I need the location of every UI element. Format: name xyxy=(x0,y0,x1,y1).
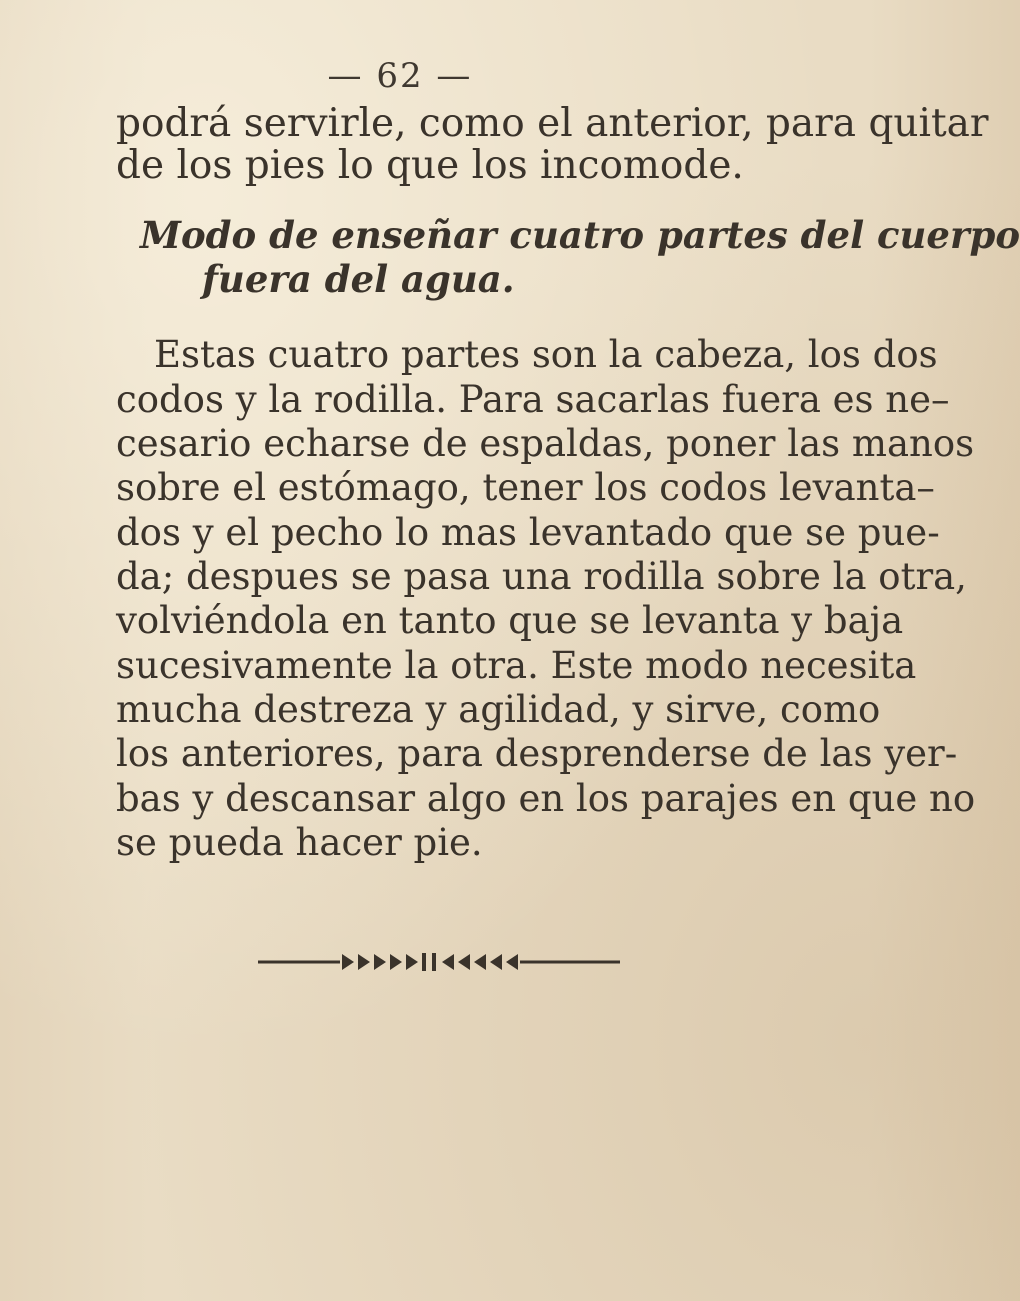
text-line: sucesivamente la otra. Este modo necesita xyxy=(116,644,917,687)
text-line: codos y la rodilla. Para sacarlas fuera es ne– xyxy=(116,378,950,421)
text-line: cesario echarse de espaldas, poner las manos xyxy=(116,422,975,465)
section-heading-line: Modo de enseñar cuatro partes del cuerpo xyxy=(140,213,1020,257)
ornament-divider-icon xyxy=(250,942,630,982)
text-line: mucha destreza y agilidad, y sirve, como xyxy=(116,688,881,731)
text-line: dos y el pecho lo mas levantado que se pue- xyxy=(116,511,940,554)
page-number: — 62 — xyxy=(327,56,473,96)
text-line: volviéndola en tanto que se levanta y baja xyxy=(116,599,904,642)
text-line: bas y descansar algo en los parajes en que no xyxy=(116,777,976,820)
section-heading-line: fuera del agua. xyxy=(202,257,515,301)
text-line: los anteriores, para desprenderse de las yer- xyxy=(116,732,958,775)
text-line: Estas cuatro partes son la cabeza, los dos xyxy=(154,333,938,376)
text-line: se pueda hacer pie. xyxy=(116,821,483,864)
text-line: podrá servirle, como el anterior, para quitar xyxy=(116,101,989,146)
text-line: de los pies lo que los incomode. xyxy=(116,143,744,188)
text-line: da; despues se pasa una rodilla sobre la otra, xyxy=(116,555,967,598)
text-line: sobre el estómago, tener los codos levanta– xyxy=(116,466,935,509)
